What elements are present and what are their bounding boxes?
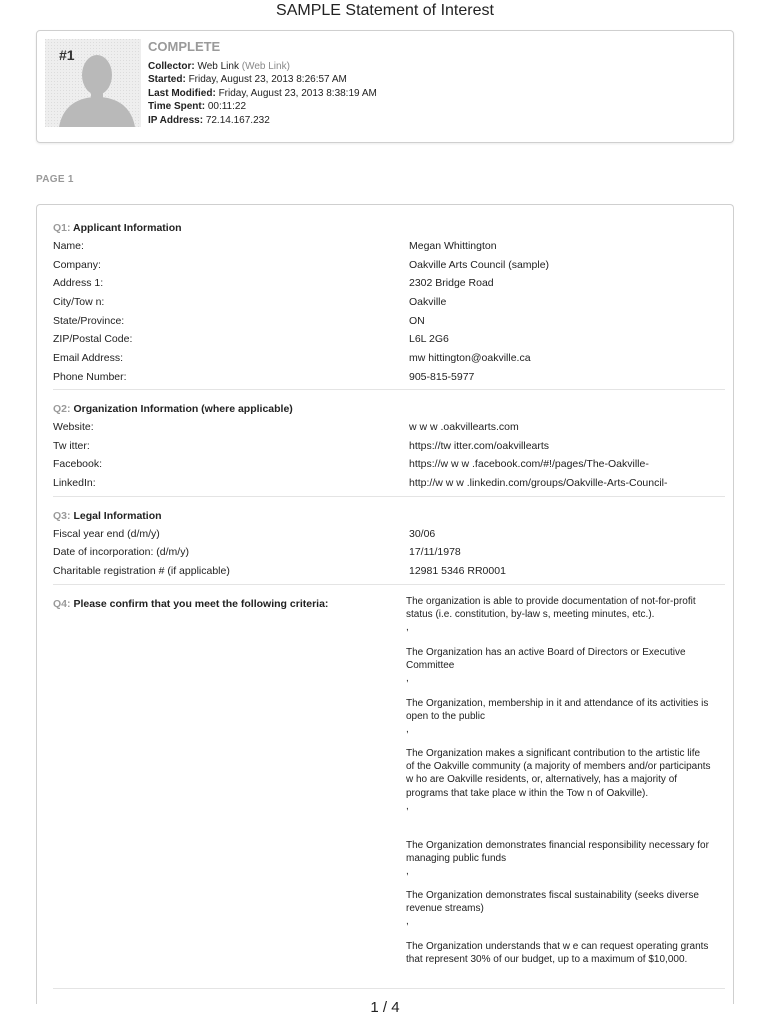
response-summary-card	[36, 30, 734, 143]
q2-heading: Q2: Organization Information (where applicable)	[53, 403, 293, 415]
document-title: SAMPLE Statement of Interest	[276, 2, 494, 19]
q1-label: ZIP/Postal Code:	[53, 333, 133, 345]
criteria-item: The Organization makes a significant contribution to the artistic life of the Oakville community (a majority of members and/or participants w ho are Oakville residents, or, alternatively, has a majority of programs that take place w ithin the Tow n of Oakville). ,	[406, 748, 711, 812]
q1-label: State/Province:	[53, 315, 125, 327]
page-label: PAGE 1	[36, 174, 74, 185]
time-spent-line: Time Spent: 00:11:22	[148, 101, 247, 113]
response-meta	[148, 60, 377, 127]
q2-value: https://tw itter.com/oakvillearts	[409, 440, 550, 452]
avatar	[45, 39, 141, 127]
q1-value: L6L 2G6	[409, 333, 449, 345]
section-divider	[53, 988, 725, 989]
q2-value: w w w .oakvillearts.com	[409, 421, 519, 433]
q3-label: Charitable registration # (if applicable)	[53, 565, 230, 577]
q2-label: Website:	[53, 421, 94, 433]
q1-value: 905-815-5977	[409, 371, 475, 383]
q3-heading: Q3: Legal Information	[53, 510, 162, 522]
criteria-item: The Organization has an active Board of Directors or Executive Committee ,	[406, 647, 686, 685]
ip-address-line: IP Address: 72.14.167.232	[148, 114, 270, 126]
q2-label: LinkedIn:	[53, 477, 96, 489]
started-line: Started: Friday, August 23, 2013 8:26:57 AM	[148, 74, 347, 86]
q2-value: http://w w w .linkedin.com/groups/Oakville-Arts-Council-	[409, 477, 668, 489]
criteria-item: The Organization, membership in it and attendance of its activities is open to the public ,	[406, 698, 709, 736]
q1-label: Email Address:	[53, 352, 124, 364]
q3-value: 12981 5346 RR0001	[409, 565, 506, 577]
q2-value: https://w w w .facebook.com/#!/pages/The-Oakville-	[409, 458, 649, 470]
q4-heading: Q4: Please confirm that you meet the following criteria:	[53, 598, 329, 610]
q1-label: Address 1:	[53, 277, 104, 289]
modified-line: Last Modified: Friday, August 23, 2013 8:38:19 AM	[148, 87, 377, 99]
page-indicator: 1 / 4	[370, 999, 400, 1016]
criteria-item: The organization is able to provide documentation of not-for-profit status (i.e. constitution, by-law s, meeting minutes, etc.). ,	[406, 596, 696, 634]
section-divider	[53, 496, 725, 497]
q3-label: Date of incorporation: (d/m/y)	[53, 546, 189, 558]
response-number: #1	[59, 47, 75, 63]
q1-label: Phone Number:	[53, 371, 127, 383]
q1-value: 2302 Bridge Road	[409, 277, 494, 289]
criteria-item: The Organization understands that w e can request operating grants that represent 30% of our budget, up to a maximum of $10,000.	[406, 941, 709, 966]
criteria-item: The Organization demonstrates financial responsibility necessary for managing public funds ,	[406, 840, 709, 878]
q1-value: Oakville Arts Council (sample)	[409, 259, 550, 271]
section-divider	[53, 389, 725, 390]
q1-value: ON	[409, 315, 425, 327]
q1-label: Name:	[53, 240, 84, 252]
q1-heading: Q1: Applicant Information	[53, 222, 182, 234]
q3-value: 30/06	[409, 528, 436, 540]
q3-value: 17/11/1978	[409, 546, 461, 558]
q3-label: Fiscal year end (d/m/y)	[53, 528, 160, 540]
response-status: COMPLETE	[148, 39, 221, 54]
section-divider	[53, 584, 725, 585]
q1-label: City/Tow n:	[53, 296, 105, 308]
q2-label: Tw itter:	[53, 440, 90, 452]
criteria-item: The Organization demonstrates fiscal sustainability (seeks diverse revenue streams) ,	[406, 890, 699, 928]
q1-label: Company:	[53, 259, 101, 271]
q1-value: Oakville	[409, 296, 447, 308]
collector-line: Collector: Web Link (Web Link)	[148, 61, 290, 72]
q2-label: Facebook:	[53, 458, 103, 470]
q1-value: Megan Whittington	[409, 240, 497, 252]
q1-value: mw hittington@oakville.ca	[409, 352, 531, 364]
